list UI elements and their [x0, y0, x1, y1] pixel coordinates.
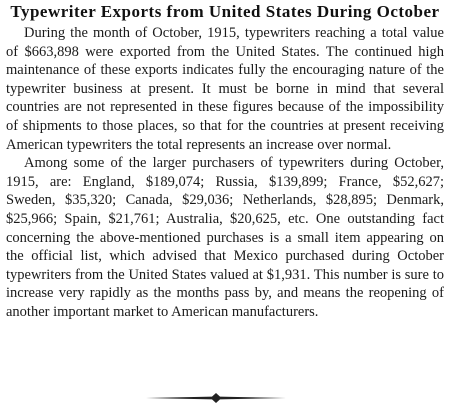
- article-headline: Typewriter Exports from United States During October: [10, 2, 440, 21]
- section-end-ornament-icon: [146, 393, 286, 403]
- article: [6, 3, 444, 322]
- article-paragraph-1: During the month of October, 1915, typewriters reaching a total value of $663,898 were exported from the United States. The continued high maintenance of these exports indicates fully the encouraging nature of the typewriter business at present. It must be borne in mind that several countries are not represented in these figures because of the impossibility of shipments to those places, so that for the countries at present receiving American typewriters the total represents an increase over normal.: [6, 25, 444, 153]
- article-paragraph-2: Among some of the larger purchasers of typewriters during October, 1915, are: England, $189,074; Russia, $139,899; France, $52,627; Sweden, $35,320; Canada, $29,036; Netherlands, $28,895; Denmark, $25,966; Spain, $21,761; Australia, $20,625, etc. One outstanding fact concerning the above-mentioned purchases is a small item appearing on the official list, which advised that Mexico purchased during October typewriters from the United States valued at $1,931. This number is sure to increase very rapidly as the months pass by, and means the reopening of another important market to American manufacturers.: [6, 155, 444, 320]
